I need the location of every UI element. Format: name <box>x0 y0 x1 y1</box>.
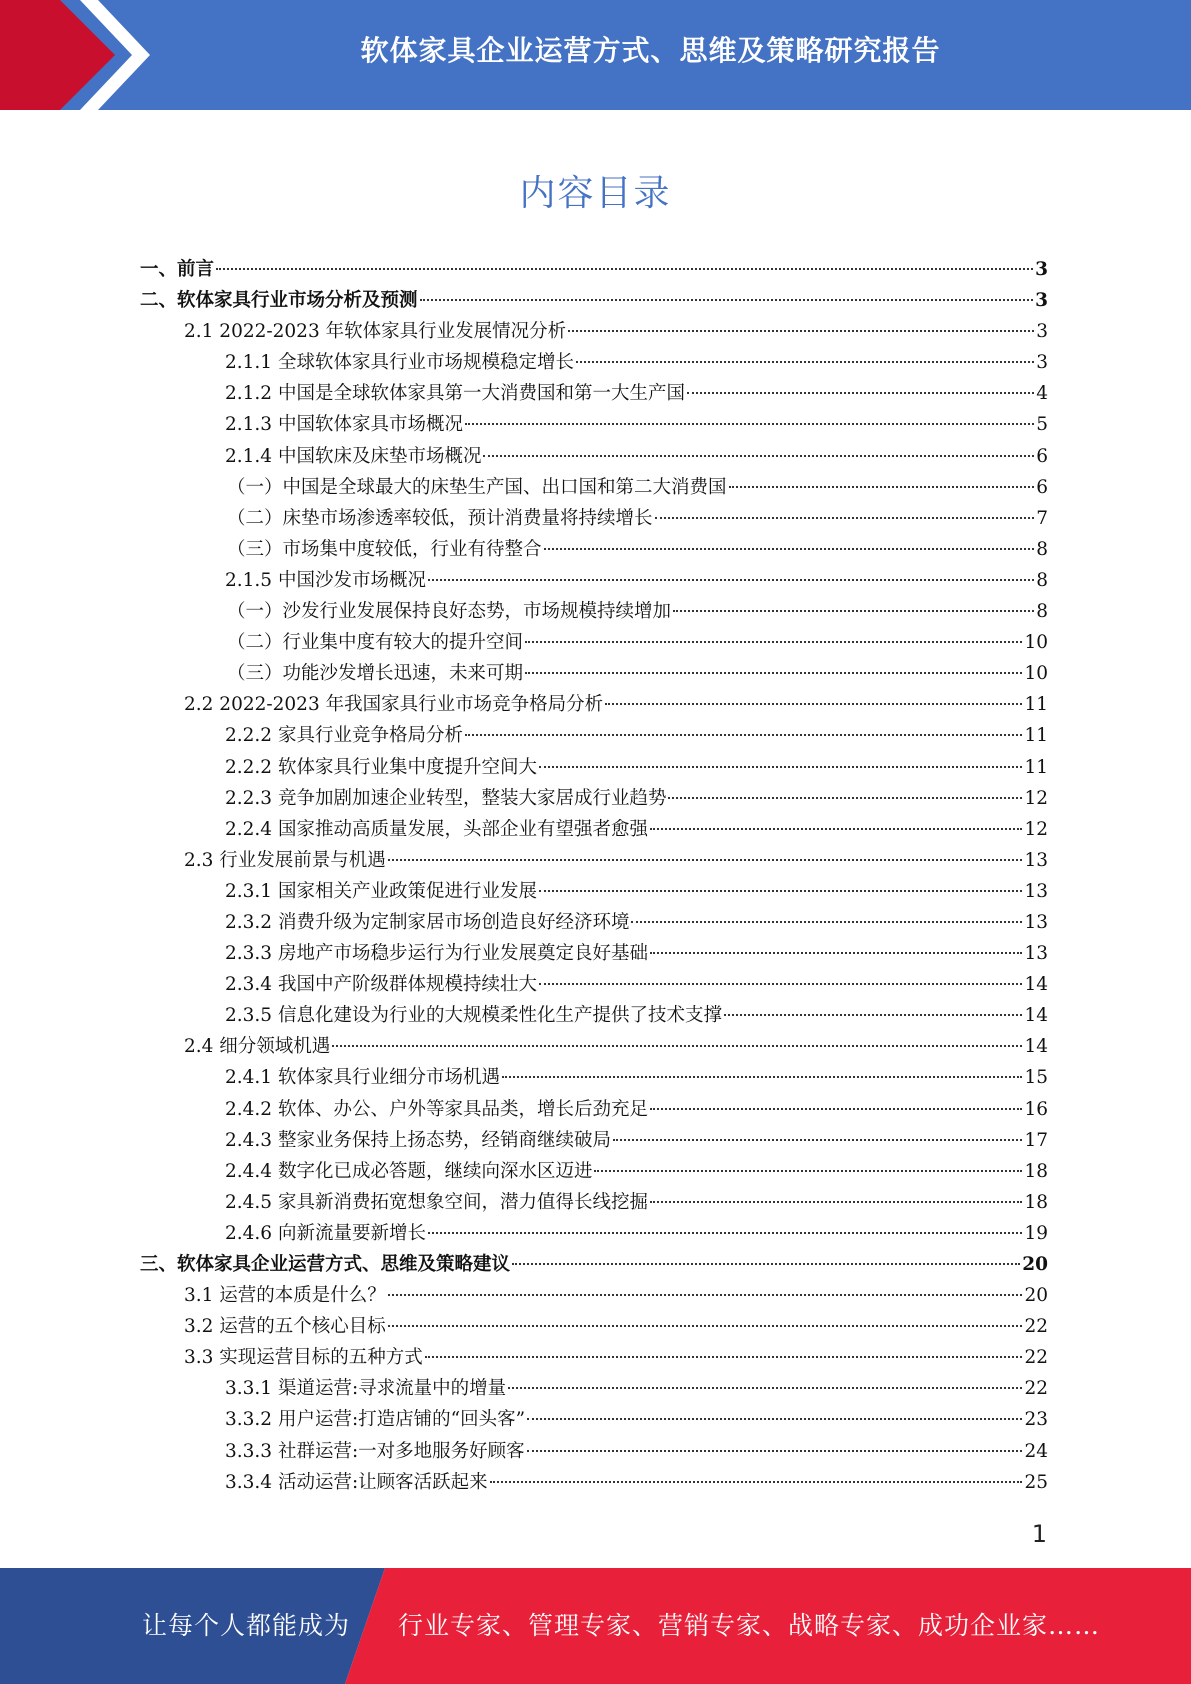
toc-entry-page: 11 <box>1024 725 1048 747</box>
toc-entry[interactable] <box>140 1280 1048 1311</box>
toc-entry-page: 3 <box>1036 352 1048 374</box>
toc-entry[interactable] <box>140 783 1048 814</box>
toc-entry-label: 2.4.2 软体、办公、户外等家具品类，增长后劲充足 <box>225 1098 648 1120</box>
toc-entry[interactable] <box>140 720 1048 751</box>
toc-entry-label: 2.2.2 软体家具行业集中度提升空间大 <box>225 756 537 778</box>
toc-leader-dots <box>650 1108 1022 1110</box>
toc-leader-dots <box>428 1232 1022 1234</box>
toc-leader-dots <box>465 734 1022 736</box>
toc-leader-dots <box>539 890 1022 892</box>
toc-entry-page: 22 <box>1024 1316 1048 1338</box>
toc-entry-page: 17 <box>1024 1129 1048 1151</box>
toc-entry[interactable] <box>140 1187 1048 1218</box>
toc-entry[interactable] <box>140 1373 1048 1404</box>
toc-entry-label: 3.2 运营的五个核心目标 <box>184 1316 386 1338</box>
toc-leader-dots <box>568 330 1034 332</box>
toc-heading: 内容目录 <box>519 173 672 214</box>
toc-leader-dots <box>502 1076 1022 1078</box>
toc-entry-label: 2.2 2022-2023 年我国家具行业市场竞争格局分析 <box>184 694 604 716</box>
toc-entry-label: 3.3.4 活动运营:让顾客活跃起来 <box>225 1471 488 1493</box>
toc-entry[interactable] <box>140 254 1048 285</box>
toc-entry[interactable] <box>140 969 1048 1000</box>
toc-entry-page: 3 <box>1036 321 1048 343</box>
toc-entry[interactable] <box>140 1000 1048 1031</box>
toc-entry-label: 2.1.4 中国软床及床垫市场概况 <box>225 445 482 467</box>
toc-entry-page: 23 <box>1024 1409 1048 1431</box>
toc-entry-label: （二）行业集中度有较大的提升空间 <box>227 632 524 654</box>
toc-leader-dots <box>668 797 1022 799</box>
toc-entry[interactable] <box>140 285 1048 316</box>
footer-slogan-left: 让每个人都能成为 <box>142 1611 351 1640</box>
toc-entry-label: （一）沙发行业发展保持良好态势，市场规模持续增加 <box>227 601 672 623</box>
toc-entry-page: 12 <box>1024 787 1048 809</box>
toc-entry-page: 14 <box>1024 1036 1048 1058</box>
toc-leader-dots <box>525 641 1022 643</box>
toc-entry[interactable] <box>140 534 1048 565</box>
toc-leader-dots <box>539 766 1022 768</box>
toc-entry-page: 13 <box>1024 880 1048 902</box>
toc-leader-dots <box>687 392 1034 394</box>
toc-entry[interactable] <box>140 1156 1048 1187</box>
toc-entry[interactable] <box>140 1311 1048 1342</box>
toc-entry[interactable] <box>140 1031 1048 1062</box>
toc-entry-label: 2.2.2 家具行业竞争格局分析 <box>225 725 463 747</box>
toc-leader-dots <box>525 672 1022 674</box>
toc-entry[interactable] <box>140 1094 1048 1125</box>
toc-entry[interactable] <box>140 1404 1048 1435</box>
toc-entry[interactable] <box>140 441 1048 472</box>
toc-entry-label: 2.4.5 家具新消费拓宽想象空间，潜力值得长线挖掘 <box>225 1191 648 1213</box>
toc-entry-page: 19 <box>1024 1222 1048 1244</box>
toc-leader-dots <box>425 1356 1023 1358</box>
toc-leader-dots <box>650 828 1022 830</box>
toc-entry[interactable] <box>140 347 1048 378</box>
toc-entry-page: 4 <box>1036 383 1048 405</box>
toc-entry-label: 2.2.3 竞争加剧加速企业转型，整装大家居成行业趋势 <box>225 787 667 809</box>
toc-leader-dots <box>465 423 1034 425</box>
toc-entry-label: 2.1 2022-2023 年软体家具行业发展情况分析 <box>184 321 567 343</box>
toc-leader-dots <box>508 1387 1022 1389</box>
toc-entry-page: 14 <box>1024 974 1048 996</box>
table-of-contents <box>140 254 1048 1498</box>
toc-entry-label: 2.1.1 全球软体家具行业市场规模稳定增长 <box>225 352 574 374</box>
toc-leader-dots <box>420 299 1034 301</box>
toc-entry-page: 20 <box>1022 1254 1048 1275</box>
page-number: 1 <box>1031 1520 1047 1548</box>
toc-entry-page: 8 <box>1036 538 1048 560</box>
toc-entry-page: 14 <box>1024 1005 1048 1027</box>
toc-entry[interactable] <box>140 845 1048 876</box>
toc-entry-page: 11 <box>1024 694 1048 716</box>
toc-entry[interactable] <box>140 876 1048 907</box>
toc-leader-dots <box>490 1481 1023 1483</box>
toc-entry-page: 10 <box>1024 632 1048 654</box>
page-header <box>0 0 1191 110</box>
toc-leader-dots <box>332 1045 1022 1047</box>
toc-entry-page: 25 <box>1024 1471 1048 1493</box>
toc-entry-label: 2.1.2 中国是全球软体家具第一大消费国和第一大生产国 <box>225 383 685 405</box>
toc-leader-dots <box>655 517 1035 519</box>
toc-entry-label: 二、软体家具行业市场分析及预测 <box>140 290 418 312</box>
toc-entry[interactable] <box>140 752 1048 783</box>
toc-leader-dots <box>216 268 1033 270</box>
toc-entry-page: 13 <box>1024 943 1048 965</box>
toc-entry[interactable] <box>140 316 1048 347</box>
toc-leader-dots <box>544 548 1035 550</box>
report-title: 软体家具企业运营方式、思维及策略研究报告 <box>360 34 941 67</box>
toc-leader-dots <box>594 1170 1022 1172</box>
toc-entry-label: （二）床垫市场渗透率较低，预计消费量将持续增长 <box>227 507 653 529</box>
footer-slogan-right: 行业专家、管理专家、营销专家、战略专家、成功企业家…… <box>398 1611 1101 1640</box>
toc-entry-label: 一、前言 <box>140 259 215 280</box>
toc-entry-label: 3.3.1 渠道运营:寻求流量中的增量 <box>225 1378 507 1400</box>
toc-leader-dots <box>428 579 1034 581</box>
toc-entry-label: 2.1.3 中国软体家具市场概况 <box>225 414 463 436</box>
toc-entry[interactable] <box>140 1125 1048 1156</box>
toc-leader-dots <box>631 921 1022 923</box>
toc-entry-label: 3.3.2 用户运营:打造店铺的“回头客” <box>225 1409 526 1431</box>
toc-entry-page: 6 <box>1036 476 1048 498</box>
toc-entry-label: 2.4 细分领域机遇 <box>184 1036 331 1058</box>
toc-leader-dots <box>724 1014 1022 1016</box>
toc-leader-dots <box>613 1139 1022 1141</box>
page-footer <box>0 1568 1191 1684</box>
toc-entry-page: 18 <box>1024 1191 1048 1213</box>
toc-leader-dots <box>650 952 1022 954</box>
toc-entry-label: 2.4.4 数字化已成必答题，继续向深水区迈进 <box>225 1160 593 1182</box>
toc-entry-label: 2.3.4 我国中产阶级群体规模持续壮大 <box>225 974 537 996</box>
toc-leader-dots <box>673 610 1034 612</box>
toc-entry-page: 13 <box>1024 849 1048 871</box>
toc-entry[interactable] <box>140 627 1048 658</box>
toc-entry[interactable] <box>140 1218 1048 1249</box>
toc-entry-page: 12 <box>1024 818 1048 840</box>
toc-entry[interactable] <box>140 938 1048 969</box>
toc-entry-label: （三）功能沙发增长迅速，未来可期 <box>227 663 524 685</box>
toc-leader-dots <box>512 1263 1020 1265</box>
toc-entry[interactable] <box>140 907 1048 938</box>
toc-entry-label: 三、软体家具企业运营方式、思维及策略建议 <box>140 1254 511 1275</box>
toc-entry[interactable] <box>140 814 1048 845</box>
toc-entry-label: 3.1 运营的本质是什么？ <box>184 1285 386 1307</box>
toc-entry-label: 2.4.6 向新流量要新增长 <box>225 1222 426 1244</box>
toc-leader-dots <box>483 455 1034 457</box>
toc-entry-page: 16 <box>1024 1098 1048 1120</box>
toc-entry[interactable] <box>140 1342 1048 1373</box>
toc-leader-dots <box>539 983 1022 985</box>
toc-entry-page: 8 <box>1036 569 1048 591</box>
toc-entry-page: 15 <box>1024 1067 1048 1089</box>
toc-leader-dots <box>388 859 1023 861</box>
toc-entry-page: 24 <box>1024 1440 1048 1462</box>
toc-leader-dots <box>650 1201 1022 1203</box>
toc-entry-page: 5 <box>1036 414 1048 436</box>
toc-entry-page: 6 <box>1036 445 1048 467</box>
toc-leader-dots <box>576 361 1034 363</box>
toc-entry-page: 3 <box>1035 290 1048 312</box>
toc-entry-page: 10 <box>1024 663 1048 685</box>
toc-entry-label: 2.3.3 房地产市场稳步运行为行业发展奠定良好基础 <box>225 943 648 965</box>
toc-leader-dots <box>729 486 1035 488</box>
toc-entry-page: 3 <box>1035 259 1048 280</box>
toc-entry-page: 11 <box>1024 756 1048 778</box>
toc-entry-page: 18 <box>1024 1160 1048 1182</box>
toc-entry-page: 22 <box>1024 1378 1048 1400</box>
toc-entry-label: 2.3.2 消费升级为定制家居市场创造良好经济环境 <box>225 911 630 933</box>
toc-entry-label: 3.3.3 社群运营:一对多地服务好顾客 <box>225 1440 525 1462</box>
toc-entry[interactable] <box>140 472 1048 503</box>
toc-entry-label: 2.3.1 国家相关产业政策促进行业发展 <box>225 880 537 902</box>
toc-entry-label: 2.2.4 国家推动高质量发展，头部企业有望强者愈强 <box>225 818 648 840</box>
toc-entry[interactable] <box>140 658 1048 689</box>
toc-entry[interactable] <box>140 689 1048 720</box>
toc-leader-dots <box>527 1450 1023 1452</box>
toc-leader-dots <box>388 1294 1023 1296</box>
toc-entry-label: （一）中国是全球最大的床垫生产国、出口国和第二大消费国 <box>227 476 727 498</box>
toc-entry-page: 8 <box>1036 601 1048 623</box>
toc-entry-label: 2.4.3 整家业务保持上扬态势，经销商继续破局 <box>225 1129 611 1151</box>
toc-entry-label: 2.1.5 中国沙发市场概况 <box>225 569 426 591</box>
toc-entry-label: 2.4.1 软体家具行业细分市场机遇 <box>225 1067 500 1089</box>
toc-entry[interactable] <box>140 1249 1048 1280</box>
toc-leader-dots <box>605 703 1022 705</box>
toc-entry-label: （三）市场集中度较低，行业有待整合 <box>227 538 542 560</box>
toc-entry[interactable] <box>140 596 1048 627</box>
toc-entry-page: 7 <box>1036 507 1048 529</box>
toc-entry-label: 3.3 实现运营目标的五种方式 <box>184 1347 423 1369</box>
toc-entry[interactable] <box>140 1467 1048 1498</box>
toc-leader-dots <box>527 1418 1022 1420</box>
toc-entry-page: 20 <box>1024 1285 1048 1307</box>
toc-entry-page: 22 <box>1024 1347 1048 1369</box>
toc-entry[interactable] <box>140 378 1048 409</box>
toc-entry-label: 2.3.5 信息化建设为行业的大规模柔性化生产提供了技术支撑 <box>225 1005 722 1027</box>
toc-entry[interactable] <box>140 565 1048 596</box>
toc-entry[interactable] <box>140 503 1048 534</box>
toc-leader-dots <box>388 1325 1023 1327</box>
toc-entry[interactable] <box>140 1436 1048 1467</box>
toc-entry[interactable] <box>140 1062 1048 1093</box>
toc-entry[interactable] <box>140 409 1048 440</box>
toc-entry-page: 13 <box>1024 911 1048 933</box>
toc-entry-label: 2.3 行业发展前景与机遇 <box>184 849 386 871</box>
